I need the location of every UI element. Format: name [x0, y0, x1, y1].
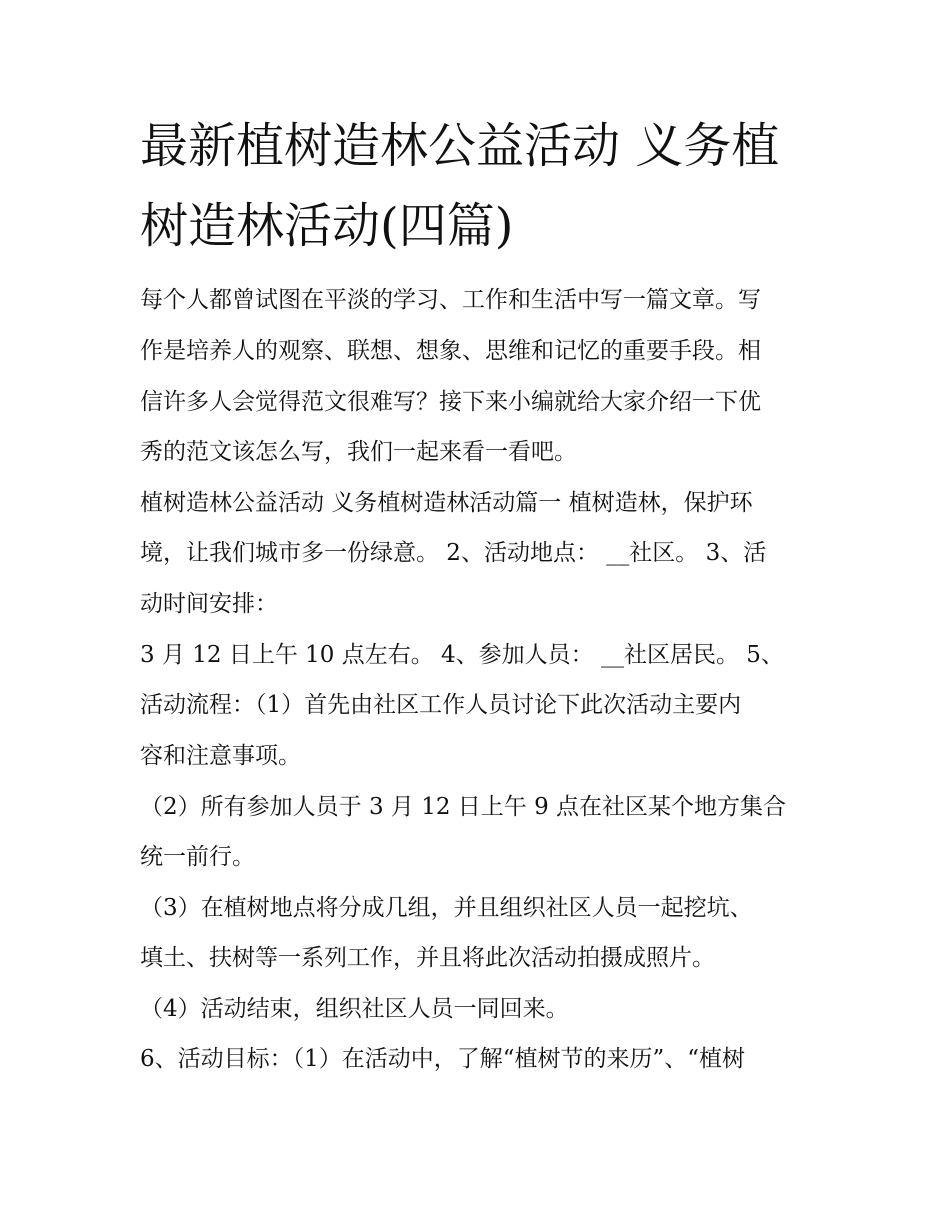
body-line-7: 动时间安排： — [140, 591, 278, 617]
body-line-4: 秀的范文该怎么写，我们一起来看一看吧。 — [140, 439, 577, 465]
body-line-6: 境，让我们城市多一份绿意。 2、活动地点： __社区。 3、活 — [140, 540, 767, 566]
document-title-line-2: 树造林活动(四篇) — [140, 198, 514, 254]
body-line-10: 容和注意事项。 — [140, 743, 301, 769]
body-line-9: 活动流程：（1）首先由社区工作人员讨论下此次活动主要内 — [140, 692, 742, 718]
document-title-line-1: 最新植树造林公益活动 义务植 — [140, 118, 780, 174]
body-line-16: 6、活动目标：（1）在活动中，了解“植树节的来历”、“植树 — [140, 1046, 746, 1072]
body-line-2: 作是培养人的观察、联想、想象、思维和记忆的重要手段。相 — [140, 338, 761, 364]
body-line-1: 每个人都曾试图在平淡的学习、工作和生活中写一篇文章。写 — [140, 287, 761, 313]
body-line-5: 植树造林公益活动 义务植树造林活动篇一 植树造林，保护环 — [140, 490, 753, 516]
body-line-8: 3 月 12 日上午 10 点左右。 4、参加人员： __社区居民。 5、 — [140, 642, 784, 668]
body-line-3: 信许多人会觉得范文很难写？接下来小编就给大家介绍一下优 — [140, 389, 761, 415]
body-line-13: （3）在植树地点将分成几组，并且组织社区人员一起挖坑、 — [140, 895, 753, 921]
body-line-12: 统一前行。 — [140, 844, 255, 870]
body-line-15: （4）活动结束，组织社区人员一同回来。 — [140, 996, 569, 1022]
body-line-14: 填土、扶树等一系列工作，并且将此次活动拍摄成照片。 — [140, 945, 715, 971]
body-line-11: （2）所有参加人员于 3 月 12 日上午 9 点在社区某个地方集合 — [140, 794, 787, 820]
